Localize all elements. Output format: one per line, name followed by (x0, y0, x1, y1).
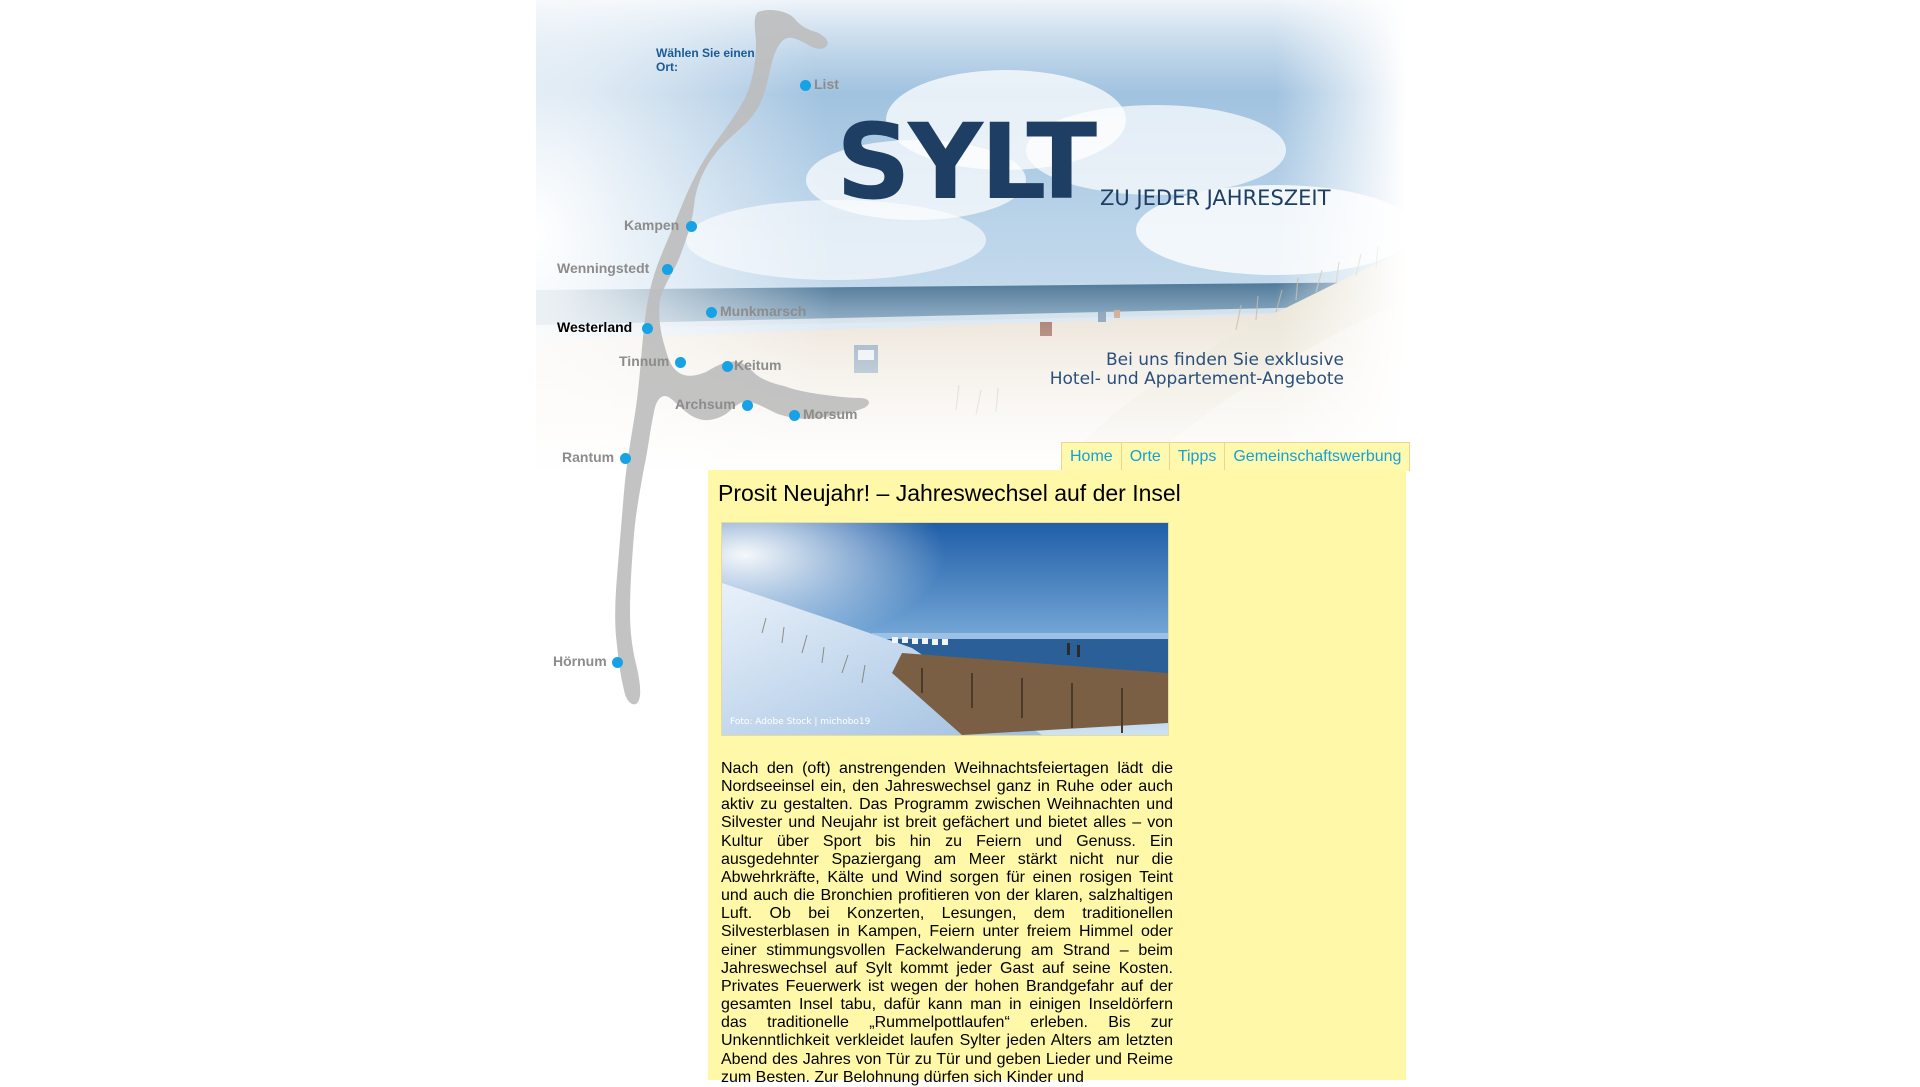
logo-title: SYLT (836, 101, 1095, 223)
nav-tab-gemeinschaftswerbung[interactable]: Gemeinschaftswerbung (1233, 448, 1402, 465)
offer-text-line2: Hotel- und Appartement-Angebote (1049, 369, 1344, 389)
map-place-tinnum[interactable]: Tinnum (619, 353, 670, 369)
map-dot-westerland[interactable] (642, 323, 653, 334)
map-place-hoernum[interactable]: Hörnum (553, 653, 607, 669)
winter-beach-photo (722, 523, 1168, 735)
map-place-kampen[interactable]: Kampen (624, 217, 680, 233)
map-dot-archsum[interactable] (742, 400, 753, 411)
map-place-munkmarsch[interactable]: Munkmarsch (720, 303, 807, 319)
map-prompt: Wählen Sie einen Ort: (656, 46, 755, 74)
article-body: Nach den (oft) anstrengenden Weihnachtsfeiertagen lädt die Nordseeinsel ein, den Jahreswechsel ganz in Ruhe oder auch aktiv zu gestalten. Das Programm zwischen Weihnachten und Silvester und Neujahr ist breit gefächert und bietet alles – von Kultur über Sport bis hin zu Feiern und Genuss. Ein ausgedehnter Spaziergang am Meer stärkt nicht nur die Abwehrkräfte, Kälte und Wind sorgen für einen rosigen Teint und auch die Bronchien profitieren von der klaren, salzhaltigen Luft. Ob bei Konzerten, Lesungen, dem traditionellen Silvesterblasen in Kampen, Feiern unter freiem Himmel oder einer stimmungsvollen Fackelwanderung am Strand – beim Jahreswechsel auf Sylt kommt jeder Gast auf seine Kosten. Privates Feuerwerk ist wegen der hohen Brandgefahr auf der gesamten Insel tabu, dafür kann man in einigen Inseldörfern das traditionelle „Rummelpottlaufen“ erleben. Bis zur Unkenntlichkeit verkleidet laufen Sylter jeden Alters am letzten Abend des Jahres von Tür zu Tür und geben Lieder und Reime zum Besten. Zur Belohnung dürfen sich Kinder und (721, 760, 1173, 1086)
map-dot-list[interactable] (800, 80, 811, 91)
map-place-rantum[interactable]: Rantum (562, 449, 615, 465)
map-dot-tinnum[interactable] (675, 357, 686, 368)
nav-tab-tipps[interactable]: Tipps (1170, 443, 1226, 471)
nav-tab-home[interactable]: Home (1062, 443, 1122, 471)
photo-credit: Foto: Adobe Stock | michobo19 (730, 717, 871, 727)
map-place-morsum[interactable]: Morsum (803, 406, 858, 422)
map-place-archsum[interactable]: Archsum (675, 396, 736, 412)
map-dot-hoernum[interactable] (612, 657, 623, 668)
article-image (721, 522, 1169, 736)
map-place-wenningstedt[interactable]: Wenningstedt (557, 260, 650, 276)
nav-tab-orte[interactable]: Orte (1122, 443, 1170, 471)
map-place-keitum[interactable]: Keitum (734, 357, 782, 373)
map-dot-munkmarsch[interactable] (706, 307, 717, 318)
main-nav (1061, 442, 1410, 471)
map-place-list[interactable]: List (814, 76, 839, 92)
article-title: Prosit Neujahr! – Jahreswechsel auf der Insel (718, 480, 1181, 506)
map-dot-rantum[interactable] (620, 453, 631, 464)
map-dot-wenningstedt[interactable] (662, 264, 673, 275)
logo-subtitle: ZU JEDER JAHRESZEIT (1100, 186, 1331, 210)
offer-text-line1: Bei uns finden Sie exklusive (1105, 350, 1344, 370)
map-dot-keitum[interactable] (722, 361, 733, 372)
map-place-westerland[interactable]: Westerland (557, 319, 633, 335)
map-dot-morsum[interactable] (789, 410, 800, 421)
content-area (708, 470, 1406, 1086)
map-dot-kampen[interactable] (686, 221, 697, 232)
